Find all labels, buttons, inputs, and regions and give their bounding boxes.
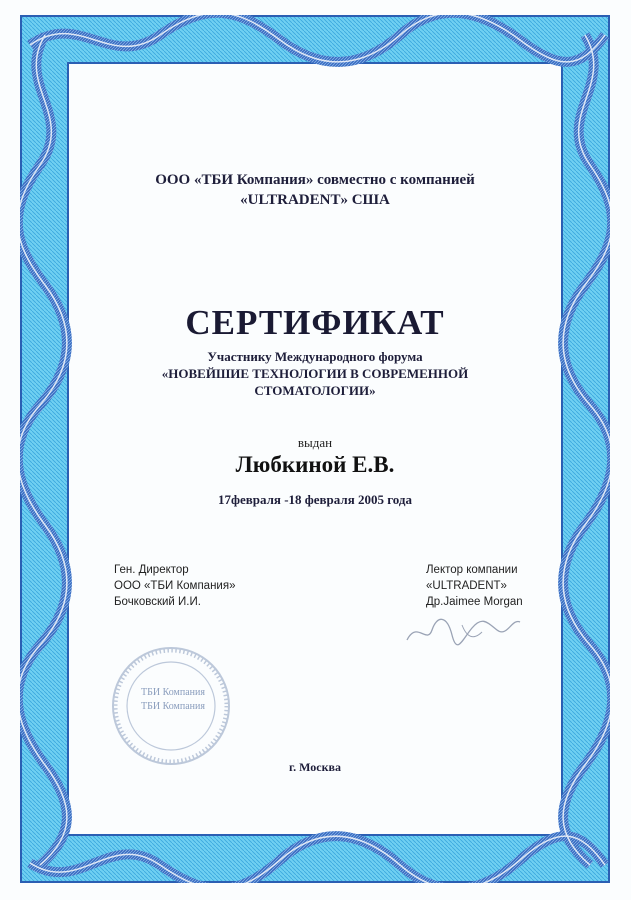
issuer-header	[80, 170, 550, 210]
signatory-left	[114, 562, 235, 610]
left-company: ООО «ТБИ Компания»	[114, 580, 236, 592]
issuer-line-1: ООО «ТБИ Компания» совместно с компанией	[155, 172, 475, 188]
signatory-right	[426, 562, 523, 610]
event-dates: 17февраля -18 февраля 2005 года	[217, 492, 413, 507]
stamp-text	[128, 686, 218, 714]
handwritten-signature	[402, 610, 522, 650]
forum-line-3: СТОМАТОЛОГИИ»	[254, 383, 376, 398]
recipient-name: Любкиной Е.В.	[235, 452, 395, 477]
forum-description	[80, 348, 550, 399]
forum-line-1: Участнику Международного форума	[207, 349, 423, 364]
stamp-line-1: ТБИ Компания	[141, 687, 205, 698]
stamp-line-2: ТБИ Компания	[141, 701, 205, 712]
right-position: Лектор компании	[426, 564, 518, 576]
left-name: Бочковский И.И.	[114, 596, 201, 608]
right-company: «ULTRADENT»	[426, 580, 507, 592]
certificate-title: СЕРТИФИКАТ	[185, 303, 445, 342]
right-name: Др.Jaimee Morgan	[426, 596, 523, 608]
city: г. Москва	[289, 760, 341, 774]
certificate-content	[80, 90, 550, 810]
left-position: Ген. Директор	[114, 564, 189, 576]
issuer-line-2: «ULTRADENT» США	[240, 192, 390, 208]
issued-label: выдан	[297, 435, 333, 450]
forum-line-2: «НОВЕЙШИЕ ТЕХНОЛОГИИ В СОВРЕМЕННОЙ	[161, 366, 469, 381]
